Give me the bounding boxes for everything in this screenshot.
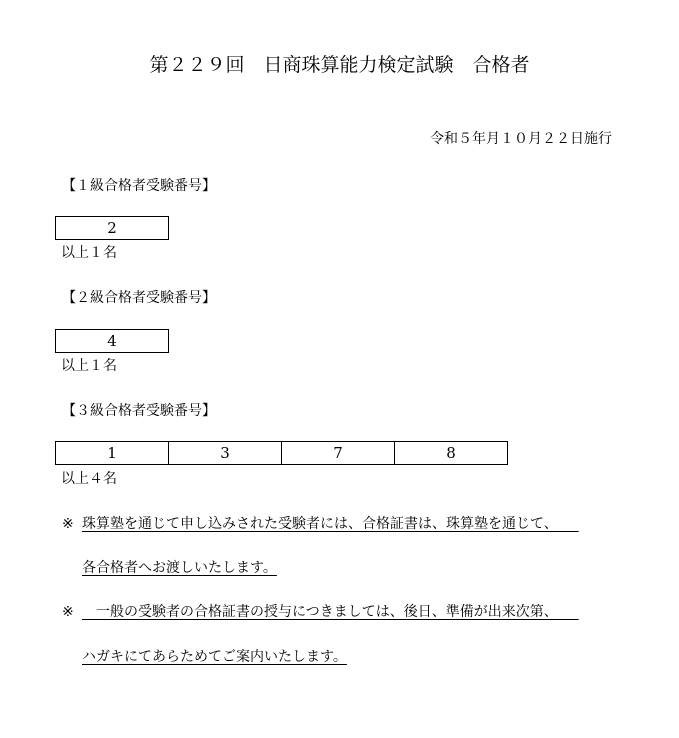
grade-3-count: 以上４名 [61,471,117,487]
grade-1-number-table [55,216,169,240]
table-row [56,217,169,240]
grade-2-heading: 【２級合格者受験番号】 [62,290,216,306]
note-1-line-2: 各合格者へお渡しいたします。 [82,560,277,576]
grade-3-heading: 【３級合格者受験番号】 [62,403,216,419]
note-2 [62,601,579,621]
note-2-continuation [82,646,347,666]
note-2-line-1: 一般の受験者の合格証書の授与につきましては、後日、準備が出来次第、 [82,604,579,620]
grade-3-number-table [55,441,508,465]
note-mark: ※ [62,516,74,532]
grade-2-count: 以上１名 [61,358,117,374]
note-1 [62,513,579,533]
exam-number-cell: 8 [395,442,508,465]
grade-1-heading: 【１級合格者受験番号】 [62,178,216,194]
note-2-line-2: ハガキにてあらためてご案内いたします。 [82,649,347,665]
exam-number-cell: 7 [282,442,395,465]
grade-1-count: 以上１名 [61,245,117,261]
exam-date: 令和５年月１０月２２日施行 [430,131,612,147]
note-mark: ※ [62,604,74,620]
exam-number-cell: 3 [169,442,282,465]
grade-2-number-table [55,329,169,353]
table-row [56,442,508,465]
note-1-line-1: 珠算塾を通じて申し込みされた受験者には、合格証書は、珠算塾を通じて、 [82,516,579,532]
exam-number-cell: 2 [56,217,169,240]
table-row [56,330,169,353]
note-1-continuation [82,557,277,577]
exam-number-cell: 1 [56,442,169,465]
page-title: 第２２９回 日商珠算能力検定試験 合格者 [149,54,530,76]
exam-number-cell: 4 [56,330,169,353]
